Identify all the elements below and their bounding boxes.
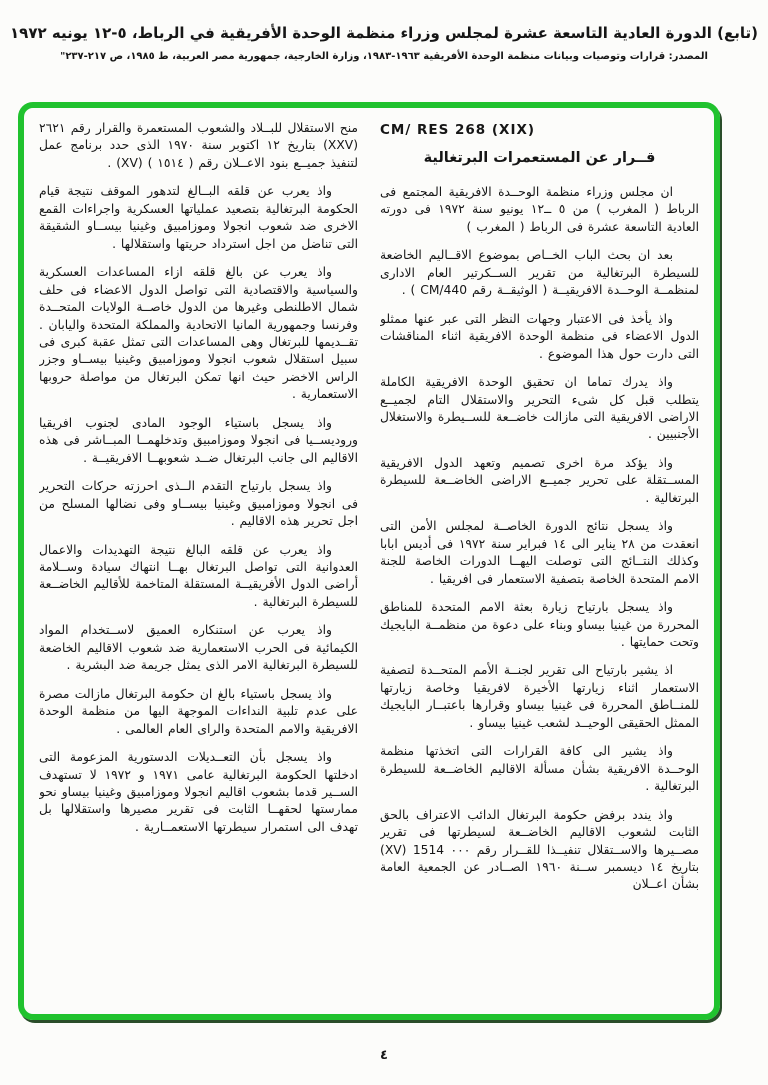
resolution-border-box bbox=[18, 102, 720, 1020]
source-citation: المصدر: قرارات وتوصيات وبيانات منظمة الوحدة الأفريقية ١٩٦٣-١٩٨٣، وزارة الخارجية، جمهورية مصر العربية، ط ١٩٨٥، ص ٢١٧-٢٣٧" bbox=[60, 51, 708, 62]
paragraph: واذ يشير الى كافة القرارات التى اتخذتها منظمة الوحــدة الافريقية بشأن مسألة الاقاليم الخاضــعة للسيطرة البرتغالية . bbox=[380, 744, 699, 794]
two-column-layout bbox=[24, 108, 714, 1014]
paragraph: واذ يسجل بارتياح زيارة بعثة الامم المتحدة للمناطق المحررة من غينيا بيساو وبناء على دعوة من منظمــة البايجيك وتحت حمايتها . bbox=[380, 600, 699, 649]
paragraph: واذ يدرك تماما ان تحقيق الوحدة الافريقية الكاملة يتطلب قبل كل شىء التحرير والاستقلال التام لجميــع الاراضى الافريقية التى مازالت خاضــعة للســيطرة والاستغلال الأجنبيين . bbox=[380, 375, 699, 442]
paragraph: واذ يعرب عن بالغ قلقه ازاء المساعدات العسكرية والسياسية والاقتصادية التى تواصل الدول الاعضاء فى حلف شمال الاطلنطى وغيرها من الدول خاصــة الولايات المتحــدة وفرنسا وجمهورية المانيا الاتحادية والمملكة المتحدة واليابان . تقــديمها للبرتغال وهى المساعدات التى تمثل عقبة كبرى فى سبيل استقلال شعوب انجولا وموزامبيق وغينيا بيســاو وجزر الراس الاخضر حيث انها تمكن البرتغال من مواصلة حروبها الاستعمارية . bbox=[39, 265, 358, 402]
paragraph: اذ يشير بارتياح الى تقرير لجنــة الأمم المتحــدة لتصفية الاستعمار اثناء زيارتها الأخيرة لافريقيا وخاصة زيارتها للمنــاطق المحررة فى غينيا بيساو وقرارها باعتبــار البايجيك الممثل الحقيقى الوحيــد لشعب غينيا بيساو . bbox=[380, 663, 699, 730]
paragraph: واذ يعرب عن قلقه البــالغ لتدهور الموقف نتيجة قيام الحكومة البرتغالية بتصعيد عملياتها العسكرية واجراءات القمع الاخرى ضد شعوب انجولا وموزامبيق وغينيا بيســاو الشقيقة التى تناضل من اجل استرداد حريتها واستقلالها . bbox=[39, 184, 358, 251]
right-column bbox=[380, 120, 699, 1006]
resolution-title: قــرار عن المستعمرات البرتغالية bbox=[423, 150, 656, 166]
resolution-reference: CM/ RES 268 (XIX) bbox=[380, 122, 536, 138]
paragraph: واذ يسجل باستياء بالغ ان حكومة البرتغال مازالت مصرة على عدم تلبية النداءات الموجهة اليها من منظمة الوحدة الافريقية والامم المتحدة والراى العام العالمى . bbox=[39, 686, 358, 736]
session-title: (تابع) الدورة العادية التاسعة عشرة لمجلس وزراء منظمة الوحدة الأفريقية في الرباط، ٥-١٢ يونيه ١٩٧٢ bbox=[10, 24, 758, 42]
paragraph: بعد ان بحث الباب الخــاص بموضوع الاقــاليم الخاضعة للسيطرة البرتغالية من تقرير الســكرتير العام الادارى لمنظمــة الوحــدة الافريقيــة ( الوثيقــة رقم CM/440 ) . bbox=[380, 248, 699, 298]
paragraph: واذ يندد برفض حكومة البرتغال الدائب الاعتراف بالحق الثابت لشعوب الاقاليم الخاضــعة لسيطرتها فى تقرير مصــيرها والاســتقلال تنفيــذا للقــرار رقم ٠٠٠ 1514 (XV) بتاريخ ١٤ ديسمبر ســنة ١٩٦٠ الصــادر عن الجمعية العامة بشأن اعــلان bbox=[380, 807, 699, 892]
paragraph: ان مجلس وزراء منظمة الوحــدة الافريقية المجتمع فى الرباط ( المغرب ) من ٥ ــ١٢ يونيو سنة ١٩٧٢ فى دورته العادية التاسعة عشرة فى الرباط ( المغرب ) bbox=[380, 185, 699, 234]
paragraph: واذ يعرب عن قلقه البالغ نتيجة التهديدات والاعمال العدوانية التى تواصل البرتغال بهــا انتهاك سيادة وســلامة أراضى الدول الأفريقيــة المستقلة المتاخمة للأقاليم الخاضــعة للسيطرة البرتغالية . bbox=[39, 542, 358, 609]
paragraph: واذ يسجل باستياء الوجود المادى لجنوب افريقيا وروديســيا فى انجولا وموزامبيق وتدخلهمــا المبــاشر فى هذه الاقاليم الى جانب البرتغال ضــد شعوبهــا الافريقيــة . bbox=[39, 415, 358, 465]
paragraph: واذ يؤكد مرة اخرى تصميم وتعهد الدول الافريقية المســتقلة على تحرير جميــع الاراضى الخاضــعة للسيطرة البرتغالية . bbox=[380, 455, 699, 505]
paragraph: واذ يسجل نتائج الدورة الخاصــة لمجلس الأمن التى انعقدت من ٢٨ يناير الى ١٤ فبراير سنة ١٩٧٢ فى أديس ابابا وكذلك النتــائج التى توصلت اليهــا الدورات الخاصة للجنة الامم المتحدة الخاصة بتصفية الاستعمار فى افريقيا . bbox=[380, 519, 699, 586]
paragraph: واذ يسجل بأن التعــديلات الدستورية المزعومة التى ادخلتها الحكومة البرتغالية عامى ١٩٧١ و ١٩٧٢ لا تستهدف الســير قدما بشعوب اقاليم انجولا وموزامبيق وغينيا بيساو نحو ممارستها لحقهــا الثابت فى تقرير مصيرها واستقلالها بل تهدف الى استمرار سيطرتها الاستعمــارية . bbox=[39, 750, 358, 834]
paragraph: واذ يأخذ فى الاعتبار وجهات النظر التى عبر عنها ممثلو الدول الاعضاء فى منظمة الوحدة الافريقية اثناء المناقشات التى دارت حول هذا الموضوع . bbox=[380, 311, 699, 361]
document-header bbox=[0, 0, 768, 62]
right-column-paragraphs bbox=[380, 184, 699, 894]
left-column bbox=[39, 120, 358, 1006]
paragraph: واذ يسجل بارتياح التقدم الــذى احرزته حركات التحرير فى انجولا وموزامبيق وغينيا بيســاو وفى نضالها المسلح من اجل تحرير هذه الاقاليم . bbox=[39, 479, 358, 529]
page-number: ٤ bbox=[380, 1048, 388, 1063]
paragraph: واذ يعرب عن استنكاره العميق لاســتخدام المواد الكيمائية فى الحرب الاستعمارية ضد شعوب الاقاليم الخاضعة للسيطرة البرتغالية الامر الذى يمثل جريمة ضد البشرية . bbox=[39, 623, 358, 673]
paragraph: منح الاستقلال للبــلاد والشعوب المستعمرة والقرار رقم ٢٦٢١ (XXV) بتاريخ ١٢ اكتوبر سنة ١٩٧٠ الذى حدد برنامج عمل لتنفيذ جميــع بنود الاعــلان رقم ( ١٥١٤ ) (XV) . bbox=[39, 121, 358, 170]
